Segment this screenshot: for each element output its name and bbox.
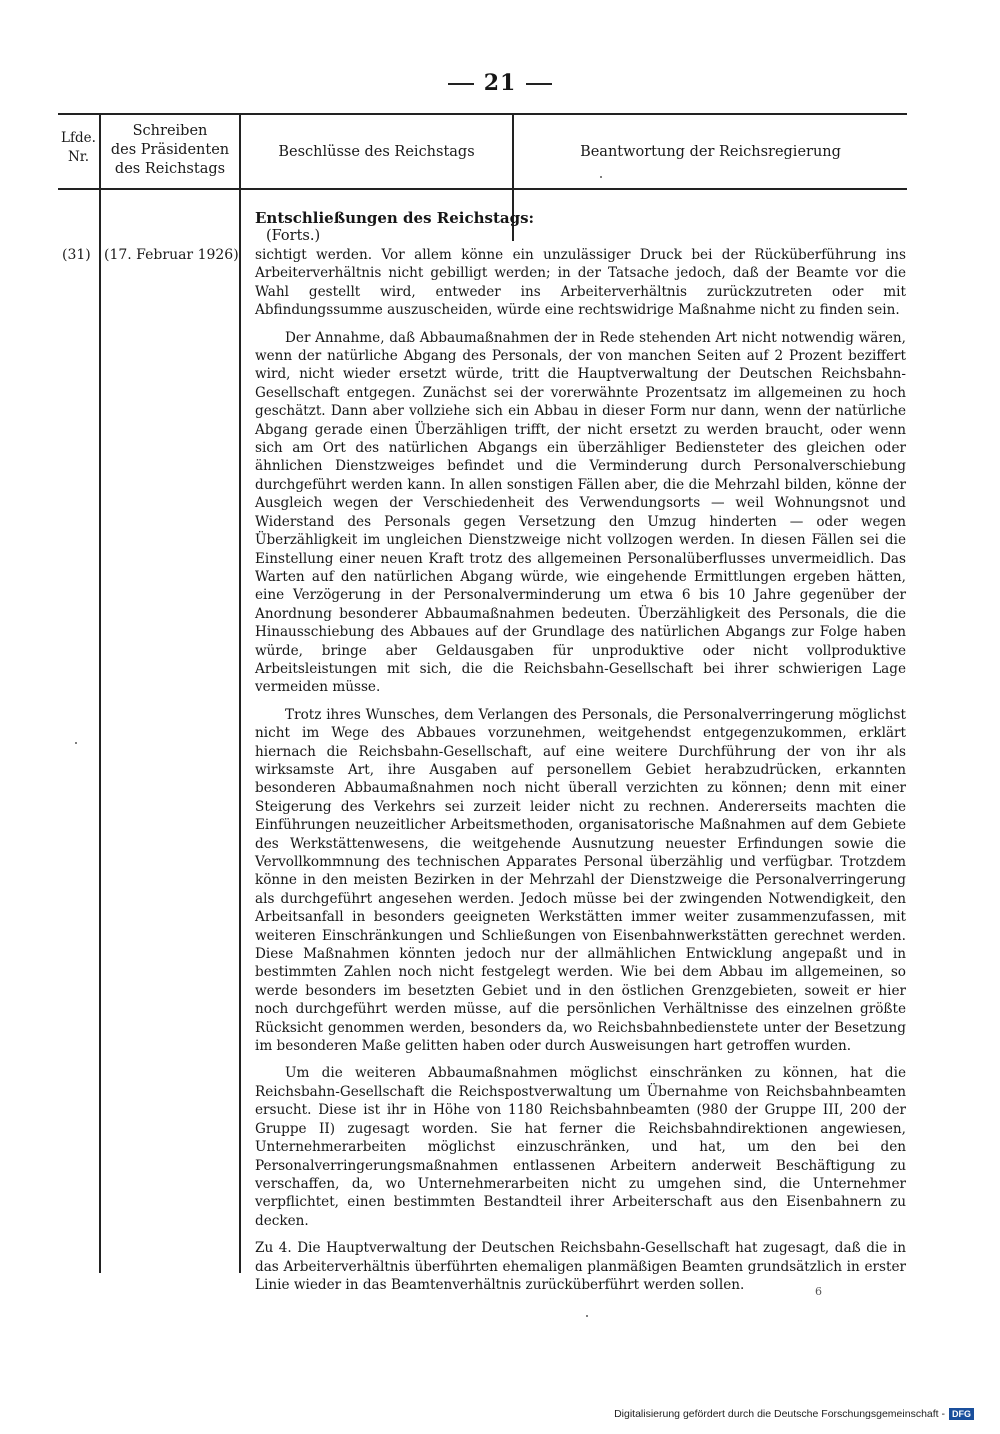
section-continued: (Forts.) <box>266 228 321 244</box>
header-beschluesse <box>241 143 512 162</box>
header-beantwortung <box>514 143 907 162</box>
paragraph-1: sichtigt werden. Vor allem könne ein unzulässiger Druck bei der Rücküberführung ins Arbeiterverhältnis nicht gebilligt werden; in der Tatsache jedoch, daß der Beamte vor die Wahl gestellt wird, entweder ins Arbeiterverhältnis zurückzutreten oder mit Abfindungssumme auszuscheiden, würde eine rechtswidrige Maßnahme nicht zu finden sein. <box>255 247 906 319</box>
paragraph-2: Der Annahme, daß Abbaumaßnahmen der in Rede stehenden Art nicht notwendig wären, wenn der natürliche Abgang des Personals, der von manchen Seiten auf 2 Prozent beziffert wird, nicht wieder ersetzt würde, tritt die Hauptverwaltung der Deutschen Reichsbahn-Gesellschaft entgegen. Zunächst sei der vorerwähnte Prozentsatz im allgemeinen zu hoch geschätzt. Dann aber vollziehe sich ein Abbau in dieser Form nur dann, wenn der natürliche Abgang gerade einen Überzähligen trifft, der nicht ersetzt zu werden braucht, oder wenn sich am Ort des natürlichen Abgangs ein überzähliger Bediensteter des gleichen oder ähnlichen Dienstzweiges befindet und die Verminderung durch Personalverschiebung durchgeführt werden kann. In allen sonstigen Fällen aber, die die Mehrzahl bilden, könne der Ausgleich wegen der Verschiedenheit des Verwendungsorts — weil Wohnungsnot und Widerstand des Personals gegen Versetzung den Umzug hinderten — oder wegen Überzähligkeit im ungleichen Dienstzweige nicht vollzogen werden. In diesen Fällen sei die Einstellung einer neuen Kraft trotz des allgemeinen Personalüberflusses unvermeidlich. Das Warten auf den natürlichen Abgang würde, wie eingehende Ermittlungen ergeben hätten, eine Verzögerung in der Personalverminderung um etwa 6 bis 10 Jahre gegenüber der Anordnung besonderer Abbaumaßnahmen bedeuten. Überzähligkeit des Personals, die die Hinausschiebung des Abbaues auf der Grundlage des natürlichen Abgangs zur Folge haben würde, bringe aber Geldausgaben für unproduktive oder nicht vollproduktive Arbeitsleistungen mit sich, die die Reichsbahn-Gesellschaft bei ihrer schwierigen Lage vermeiden müsse. <box>255 329 906 696</box>
table-top-rule <box>58 113 907 115</box>
header-schreiben-line3: des Reichstags <box>114 161 226 177</box>
marginal-mark: 6 <box>815 1285 822 1298</box>
scan-speck <box>586 1315 588 1317</box>
column-rule-2 <box>239 113 241 1273</box>
page-number-line <box>0 70 1000 96</box>
paragraph-zu-4: Zu 4. Die Hauptverwaltung der Deutschen Reichsbahn-Gesellschaft hat zugesagt, daß die in das Arbeiterverhältnis überführten ehemaligen planmäßigen Beamten grundsätzlich in erster Linie wieder in das Beamtenverhältnis zurücküberführt werden sollen. <box>255 1240 906 1293</box>
paragraph-4: Um die weiteren Abbaumaßnahmen möglichst einschränken zu können, hat die Reichsbahn-Gesellschaft die Reichspostverwaltung um Übernahme von Reichsbahnbeamten ersucht. Diese ist ihr in Höhe von 1180 Reichsbahnbeamten (980 der Gruppe III, 200 der Gruppe II) zugesagt worden. Sie hat ferner die Reichsbahndirektionen angewiesen, Unternehmerarbeiten möglichst einzuschränken, und hat, um den bei den Personalverringerungsmaßnahmen entlassenen Arbeitern anderweit Beschäftigung zu verschaffen, da, wo Unternehmerarbeiten nicht zu umgehen sind, die Unternehmer verpflichtet, einen bestimmten Bestandteil ihrer Arbeiterschaft aus den Eisenbahnern zu decken. <box>255 1065 906 1229</box>
header-beantwortung-label: Beantwortung der Reichsregierung <box>580 144 841 160</box>
header-beschluesse-label: Beschlüsse des Reichstags <box>278 144 475 160</box>
paragraph-3: Trotz ihres Wunsches, dem Verlangen des Personals, die Personalverringerung möglichst nicht im Wege des Abbaues vorzunehmen, weitgehendst entgegenzukommen, erklärt hiernach die Reichsbahn-Gesellschaft, auf eine weitere Durchführung der von ihr als wirksamste Art, ihre Ausgaben auf personellem Gebiet herabzudrücken, erkannten besonderen Abbaumaßnahmen noch nicht überall verzichten zu können; denn mit einer Steigerung des Verkehrs sei zurzeit leider nicht zu rechnen. Andererseits machten die Einführungen neuzeitlicher Arbeitsmethoden, organisatorische Maßnahmen auf dem Gebiete des Werkstättenwesens, die weitgehende Ausnutzung neuester Erfindungen sowie die Vervollkommnung des technischen Apparates Personal überzählig und verfügbar. Trotzdem könne in den meisten Bezirken in der Mehrzahl der Dienstzweige die Personalverringerung als durchgeführt angesehen werden. Jedoch müsse bei der zwingenden Notwendigkeit, den Arbeitsanfall in besonders geeigneten Werkstätten immer weiter zusammenzufassen, mit weiteren Einschränkungen und Schließungen von Eisenbahnwerkstätten gerechnet werden. Diese Maßnahmen könnten jedoch nur der allmählichen Entwicklung angepaßt und in bestimmten Zahlen noch nicht festgelegt werden. Wie bei dem Abbau im allgemeinen, so werde besonders im besetzten Gebiet und in den östlichen Grenzgebieten, soweit er hier noch durchgeführt werden müsse, auf die persönlichen Verhältnisse des einzelnen größte Rücksicht genommen werden, besonders da, wo Reichsbahnbedienstete unter der Besetzung im besonderen Maße gelitten haben oder durch Ausweisungen hart getroffen wurden. <box>255 706 906 1055</box>
section-heading: Entschließungen des Reichstags: <box>255 209 535 227</box>
body-text <box>255 246 906 1303</box>
page-number: 21 <box>483 70 517 96</box>
header-schreiben-line2: des Präsidenten <box>110 142 230 158</box>
row-date: (17. Februar 1926) <box>104 247 239 263</box>
header-nr: Nr. <box>67 149 90 165</box>
scan-speck <box>600 176 602 178</box>
header-lfde: Lfde. <box>61 130 96 146</box>
table-header-rule <box>58 188 907 190</box>
dfg-logo: DFG <box>949 1408 974 1420</box>
header-lfde-nr <box>58 129 99 167</box>
scan-speck <box>75 742 77 744</box>
row-number: (31) <box>62 247 91 263</box>
dash-left <box>448 83 474 85</box>
dash-right <box>526 83 552 85</box>
footer-text: Digitalisierung gefördert durch die Deutsche Forschungsgemeinschaft - <box>614 1407 945 1420</box>
header-schreiben <box>101 122 239 179</box>
column-rule-1 <box>99 113 101 1273</box>
header-schreiben-line1: Schreiben <box>132 123 208 139</box>
footer <box>614 1408 974 1420</box>
